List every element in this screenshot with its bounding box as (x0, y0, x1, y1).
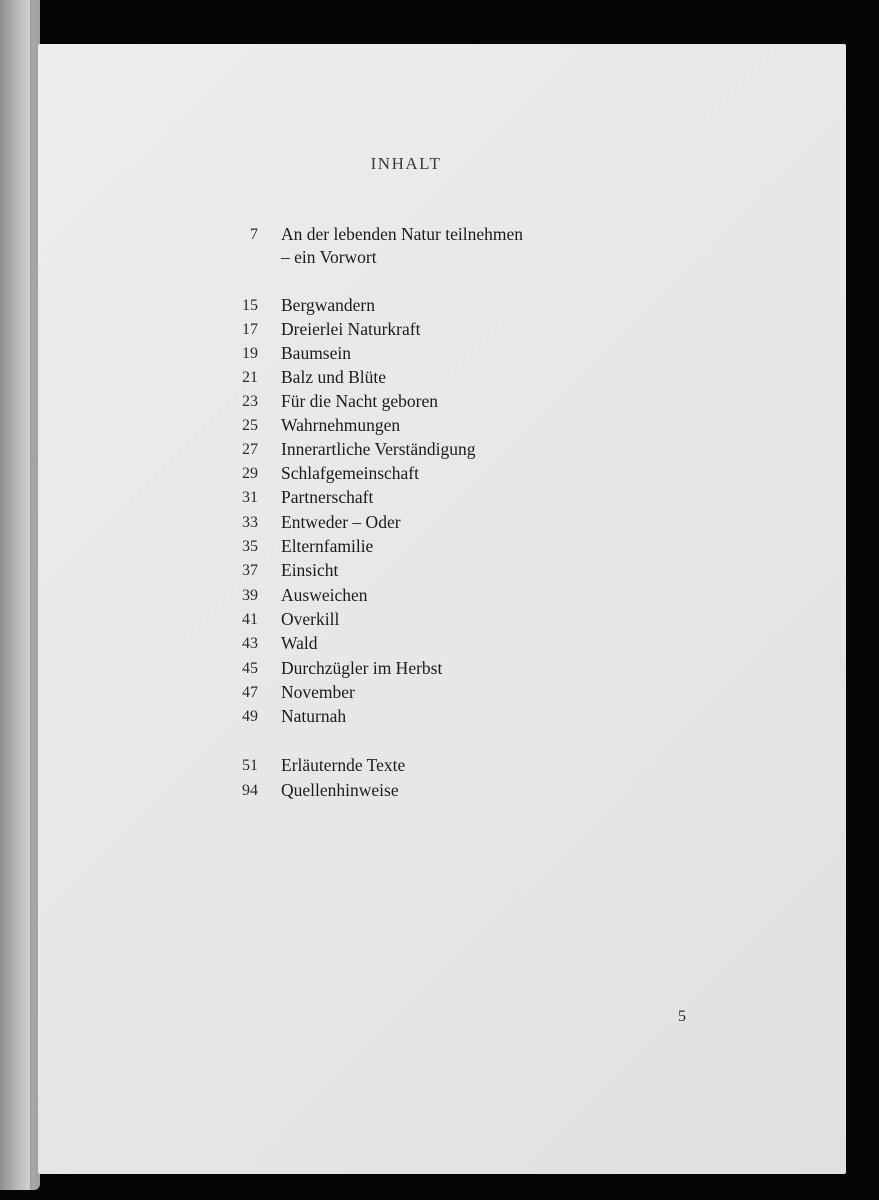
toc-page-number: 19 (242, 345, 258, 362)
toc-page-number: 37 (242, 562, 258, 579)
toc-page-number: 27 (242, 441, 258, 458)
toc-title: Baumsein (281, 343, 351, 363)
toc-title: Entweder – Oder (281, 512, 401, 532)
toc-page-number: 29 (242, 465, 258, 482)
toc-title: Erläuternde Texte (281, 755, 406, 775)
toc-title: Wald (281, 633, 318, 653)
toc-title: An der lebenden Natur teilnehmen (281, 224, 523, 244)
toc-page-number: 51 (242, 757, 258, 774)
toc-title: Balz und Blüte (281, 367, 386, 387)
toc-title: Innerartliche Verständigung (281, 439, 476, 459)
toc-title: Ausweichen (281, 585, 368, 605)
page-number: 5 (678, 1008, 686, 1025)
toc-page-number: 41 (242, 611, 258, 628)
toc-page-number: 39 (242, 587, 258, 604)
toc-title: November (281, 682, 355, 702)
toc-page-number: 49 (242, 708, 258, 725)
toc-title: Wahrnehmungen (281, 415, 401, 435)
toc-title: Dreierlei Naturkraft (281, 319, 421, 339)
toc-title: Bergwandern (281, 295, 375, 315)
toc-page-number: 21 (242, 369, 258, 386)
book-page (38, 44, 846, 1174)
toc-page-number: 25 (242, 417, 258, 434)
toc-page-number: 33 (242, 514, 258, 531)
toc-title: Schlafgemeinschaft (281, 463, 420, 483)
toc-page-number: 23 (242, 393, 258, 410)
toc-title: Overkill (281, 609, 340, 629)
toc-page-number: 47 (242, 684, 258, 701)
toc-title: Durchzügler im Herbst (281, 658, 443, 678)
toc-title: Für die Nacht geboren (281, 391, 438, 411)
toc-page-number: 17 (242, 321, 258, 338)
toc-title: Quellenhinweise (281, 780, 399, 800)
toc-title: Partnerschaft (281, 487, 374, 507)
toc-page-number: 43 (242, 635, 258, 652)
toc-page-number: 15 (242, 297, 258, 314)
toc-page-number: 45 (242, 660, 258, 677)
toc-heading: INHALT (370, 154, 442, 173)
toc-page-number: 94 (242, 782, 258, 799)
toc-title: Elternfamilie (281, 536, 374, 556)
toc-title: Einsicht (281, 560, 339, 580)
toc-page-number: 31 (242, 489, 258, 506)
toc-page-number: 35 (242, 538, 258, 555)
toc-subtitle: – ein Vorwort (281, 247, 377, 267)
toc-page-number: 7 (250, 226, 258, 243)
toc-title: Naturnah (281, 706, 347, 726)
